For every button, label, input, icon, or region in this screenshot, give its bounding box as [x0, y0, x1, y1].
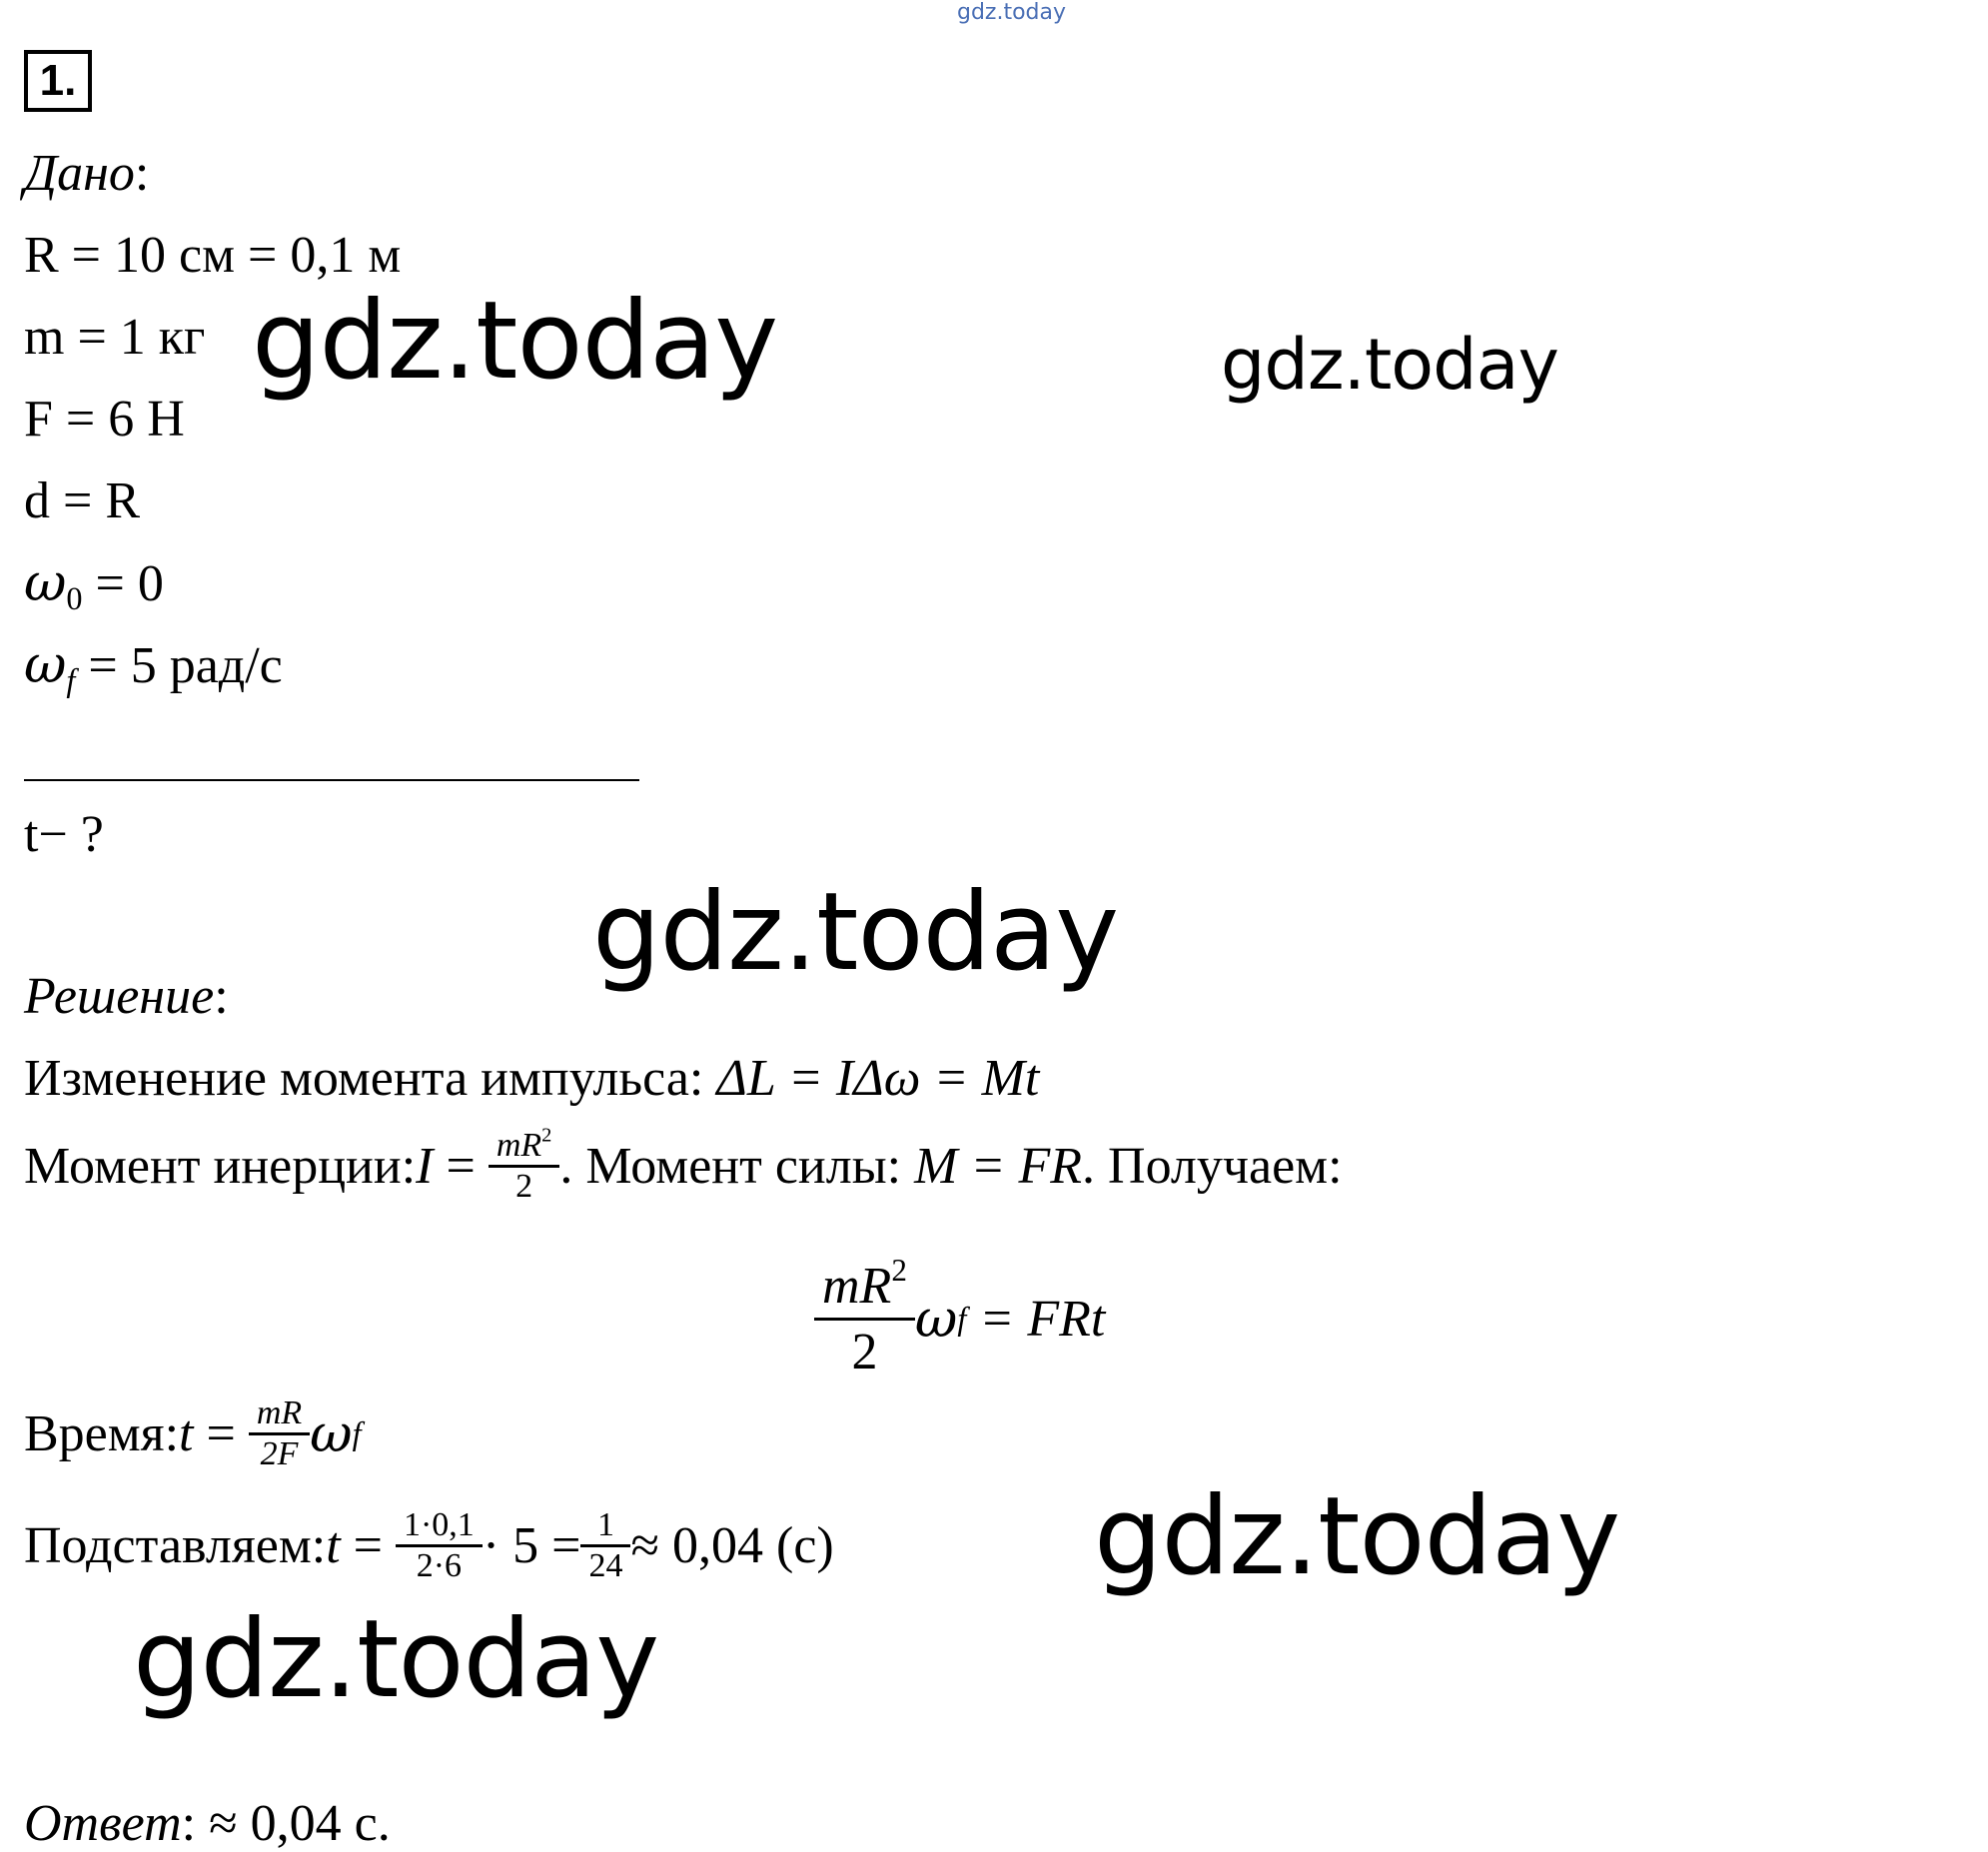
inertia-fraction: $\frac{mR^2}{2}$: [493, 1129, 556, 1204]
solution-line-inertia: Момент инерции: I = $\frac{mR^2}{2}$ . Момент силы: M = FR . Получаем:: [24, 1124, 1343, 1205]
solution-line-time: Время: t = $\frac{mR}{2F}$ ω f: [24, 1394, 362, 1472]
given-mass: m = 1 кг: [24, 309, 206, 366]
answer-line: Ответ: ≈ 0,04 с.: [24, 1795, 391, 1852]
substitution-fraction: $\frac{1\cdot 0,1}{2\cdot 6}$: [400, 1508, 479, 1583]
given-radius: R = 10 см = 0,1 м: [24, 227, 402, 284]
solution-heading: Решение:: [24, 968, 229, 1025]
given-divider: [24, 779, 639, 781]
main-equation-fraction: $\frac{mR^2}{2}$: [818, 1257, 911, 1382]
given-force: F = 6 Н: [24, 391, 185, 448]
watermark: gdz.today: [252, 279, 778, 404]
watermark: gdz.today: [1221, 324, 1558, 406]
time-fraction: $\frac{mR}{2F}$: [253, 1396, 306, 1471]
solution-main-equation: $\frac{mR^2}{2}$ ω f = FRt: [814, 1257, 1105, 1382]
given-distance: d = R: [24, 472, 141, 529]
problem-number: 1.: [24, 50, 92, 112]
given-heading: Дано:: [24, 145, 150, 202]
watermark: gdz.today: [1094, 1474, 1620, 1599]
given-omegaf: $\omega_f = 5$ рад/с: [24, 635, 283, 699]
solution-line-angular-momentum: Изменение момента импульса: ΔL = IΔω = Mt: [24, 1050, 1040, 1107]
unknown: t− ?: [24, 806, 104, 863]
result-fraction: $\frac{1}{24}$: [584, 1508, 626, 1583]
solution-line-substitution: Подставляем: t = $\frac{1\cdot 0,1}{2\cdot 6}$ · 5 = $\frac{1}{24}$ ≈ 0,04 (c): [24, 1506, 834, 1584]
watermark: gdz.today: [133, 1597, 659, 1722]
watermark-top: gdz.today: [957, 0, 1067, 25]
given-omega0: $\omega_0 = 0$: [24, 553, 164, 617]
watermark: gdz.today: [592, 870, 1119, 995]
